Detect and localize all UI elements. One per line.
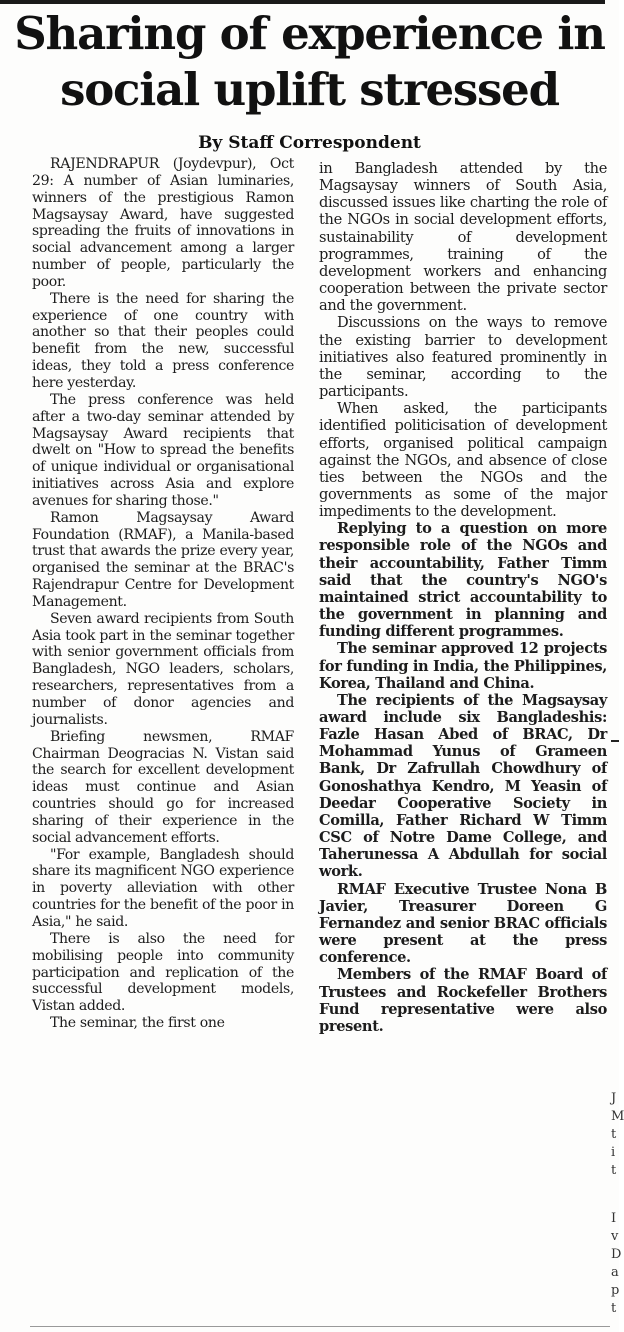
paragraph: Briefing newsmen, RMAF Chairman Deogracias N. Vistan said the search for excellent development ideas must continue and Asian countries should go for increased sharing of their experience in the social advancement efforts. (32, 728, 294, 846)
paragraph: The recipients of the Magsaysay award include six Bangladeshis: Fazle Hasan Abed of BRAC, Dr Mohammad Yunus of Grameen Bank, Dr Zafrullah Chowdhury of Gonoshathya Kendro, M Yeasin of Deedar Cooperative Society in Comilla, Father Richard W Timm CSC of Notre Dame College, and Taherunessa A Abdullah for social work. (319, 691, 607, 881)
edge-text-fragment: t (611, 1301, 617, 1316)
edge-text-fragment: a (611, 1265, 619, 1280)
paragraph: Members of the RMAF Board of Trustees and Rockefeller Brothers Fund representative were also present. (319, 966, 607, 1035)
edge-text-fragment: J (611, 1091, 617, 1106)
edge-rule (611, 740, 619, 742)
byline: By Staff Correspondent (198, 133, 421, 153)
paragraph: The seminar, the first one (50, 1015, 225, 1032)
paragraph: Seven award recipients from South Asia took part in the seminar together with senior government officials from Bangladesh, NGO leaders, scholars, researchers, representatives from a number of donor agencies and journalists. (32, 610, 294, 728)
edge-text-fragment: t (611, 1163, 617, 1178)
edge-text-fragment: i (611, 1145, 616, 1160)
paragraph: Discussions on the ways to remove the existing barrier to development initiatives also featured prominently in the seminar, according to the participants. (319, 314, 607, 401)
paragraph: Ramon Magsaysay Award Foundation (RMAF), a Manila-based trust that awards the prize every year, organised the seminar at the BRAC's Rajendrapur Centre for Development Management. (32, 509, 294, 610)
edge-text-fragment: v (611, 1229, 619, 1244)
headline: Sharing of experience in social uplift stressed (14, 7, 605, 116)
paragraph: RAJENDRAPUR (Joydevpur), Oct 29: A number of Asian luminaries, winners of the prestigious Ramon Magsaysay Award, have suggested spreading the fruits of innovations in social advancement among a larger number of people, particularly the poor. (32, 156, 294, 290)
paragraph: Replying to a question on more responsible role of the NGOs and their accountability, Father Timm said that the country's NGO's maintained strict accountability to the government in planning and funding different programmes. (319, 520, 607, 641)
paragraph: in Bangladesh attended by the Magsaysay winners of South Asia, discussed issues like charting the role of the NGOs in social development efforts, sustainability of development programmes, training of the development workers and enhancing cooperation between the private sector and the government. (319, 160, 607, 315)
paragraph: There is also the need for mobilising people into community participation and replication of the successful development models, Vistan added. (32, 930, 294, 1015)
edge-text-fragment: p (611, 1283, 620, 1298)
top-rule (0, 0, 605, 4)
edge-text-fragment: M (611, 1109, 624, 1124)
paragraph: The seminar approved 12 projects for funding in India, the Philippines, Korea, Thailand and China. (319, 640, 607, 692)
right-column (319, 160, 607, 1035)
bottom-rule (30, 1326, 610, 1327)
edge-text-fragment: t (611, 1127, 617, 1142)
paragraph: "For example, Bangladesh should share its magnificent NGO experience in poverty alleviation with other countries for the benefit of the poor in Asia," he said. (32, 846, 294, 930)
edge-text-fragment: I (611, 1211, 617, 1226)
paragraph: When asked, the participants identified politicisation of development efforts, organised political campaign against the NGOs, and absence of close ties between the NGOs and the governments as some of the major impediments to the development. (319, 400, 607, 521)
left-column (32, 156, 294, 1032)
edge-text-fragment: D (611, 1247, 622, 1262)
paragraph: RMAF Executive Trustee Nona B Javier, Treasurer Doreen G Fernandez and senior BRAC officials were present at the press conference. (319, 880, 607, 967)
paragraph: There is the need for sharing the experience of one country with another so that their peoples could benefit from the new, successful ideas, they told a press conference here yesterday. (32, 290, 294, 391)
paragraph: The press conference was held after a two-day seminar attended by Magsaysay Award recipients that dwelt on "How to spread the benefits of unique individual or organisational initiatives across Asia and explore avenues for sharing those." (32, 391, 294, 509)
